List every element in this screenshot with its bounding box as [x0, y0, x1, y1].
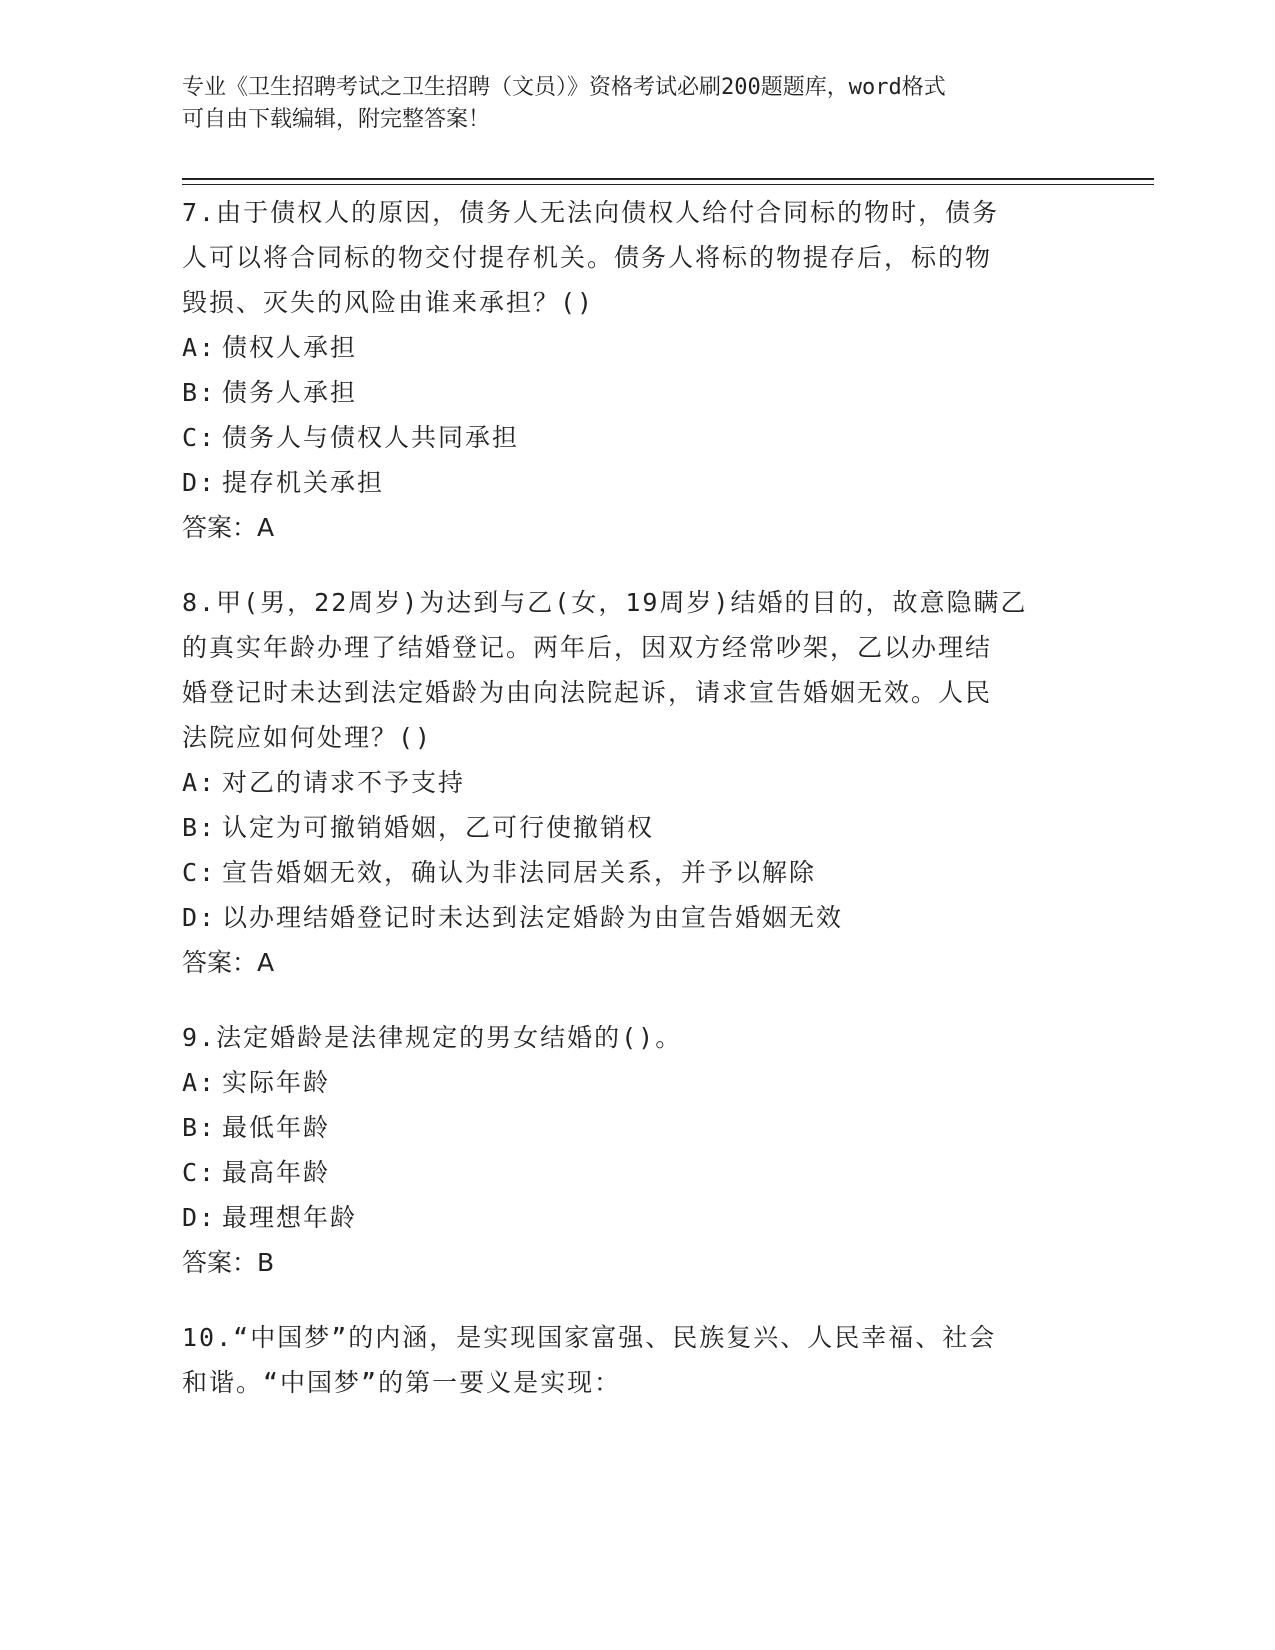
- question-10: [182, 1315, 1082, 1405]
- option-c: [182, 850, 1082, 895]
- option-d: [182, 895, 1082, 940]
- question-stem-line: 8.甲(男，22周岁)为达到与乙(女，19周岁)结婚的目的，故意隐瞒乙: [182, 588, 1028, 617]
- option-letter: D:: [182, 903, 217, 932]
- option-text: 最低年龄: [222, 1113, 331, 1142]
- option-letter: D:: [182, 468, 217, 497]
- question-list: [182, 190, 1082, 1435]
- question-stem-line: 婚登记时未达到法定婚龄为由向法院起诉，请求宣告婚姻无效。人民: [182, 678, 993, 707]
- option-d: [182, 1195, 1082, 1240]
- answer-line: 答案：A: [182, 948, 275, 977]
- option-b: [182, 370, 1082, 415]
- option-letter: C:: [182, 858, 217, 887]
- option-letter: A:: [182, 768, 217, 797]
- answer-line: 答案：A: [182, 513, 275, 542]
- option-text: 债务人承担: [222, 378, 358, 407]
- answer-line: 答案：B: [182, 1248, 275, 1277]
- option-text: 债权人承担: [222, 333, 358, 362]
- question-stem-line: 9.法定婚龄是法律规定的男女结婚的()。: [182, 1023, 683, 1052]
- option-text: 最高年龄: [222, 1158, 331, 1187]
- option-letter: B:: [182, 813, 217, 842]
- option-a: [182, 1060, 1082, 1105]
- option-letter: B:: [182, 378, 217, 407]
- option-b: [182, 1105, 1082, 1150]
- question-stem-line: 毁损、灭失的风险由谁来承担？(): [182, 288, 595, 317]
- question-stem-line: 人可以将合同标的物交付提存机关。债务人将标的物提存后，标的物: [182, 243, 993, 272]
- question-9: [182, 1015, 1082, 1285]
- option-text: 认定为可撤销婚姻，乙可行使撤销权: [222, 813, 655, 842]
- question-stem-line: 和谐。“中国梦”的第一要义是实现：: [182, 1368, 622, 1397]
- option-letter: A:: [182, 1068, 217, 1097]
- document-header: [182, 72, 1062, 136]
- question-stem-line: 的真实年龄办理了结婚登记。两年后，因双方经常吵架，乙以办理结: [182, 633, 993, 662]
- header-divider-thick: [182, 178, 1154, 180]
- header-title-line-2: 可自由下载编辑，附完整答案！: [182, 107, 491, 132]
- option-text: 最理想年龄: [222, 1203, 358, 1232]
- question-7: [182, 190, 1082, 550]
- option-letter: C:: [182, 1158, 217, 1187]
- question-stem-line: 7.由于债权人的原因，债务人无法向债权人给付合同标的物时，债务: [182, 198, 1000, 227]
- option-text: 实际年龄: [222, 1068, 331, 1097]
- header-title-line-1: 专业《卫生招聘考试之卫生招聘（文员）》资格考试必刷200题题库，word格式: [182, 75, 946, 100]
- question-stem-line: 10.“中国梦”的内涵，是实现国家富强、民族复兴、人民幸福、社会: [182, 1323, 997, 1352]
- option-text: 对乙的请求不予支持: [222, 768, 466, 797]
- option-text: 债务人与债权人共同承担: [222, 423, 520, 452]
- option-b: [182, 805, 1082, 850]
- header-divider-thin: [182, 184, 1154, 185]
- option-letter: B:: [182, 1113, 217, 1142]
- option-letter: A:: [182, 333, 217, 362]
- option-c: [182, 1150, 1082, 1195]
- option-text: 以办理结婚登记时未达到法定婚龄为由宣告婚姻无效: [222, 903, 844, 932]
- option-letter: D:: [182, 1203, 217, 1232]
- question-8: [182, 580, 1082, 985]
- option-a: [182, 325, 1082, 370]
- option-letter: C:: [182, 423, 217, 452]
- option-a: [182, 760, 1082, 805]
- option-c: [182, 415, 1082, 460]
- option-text: 提存机关承担: [222, 468, 385, 497]
- option-d: [182, 460, 1082, 505]
- question-stem-line: 法院应如何处理？(): [182, 723, 433, 752]
- option-text: 宣告婚姻无效，确认为非法同居关系，并予以解除: [222, 858, 817, 887]
